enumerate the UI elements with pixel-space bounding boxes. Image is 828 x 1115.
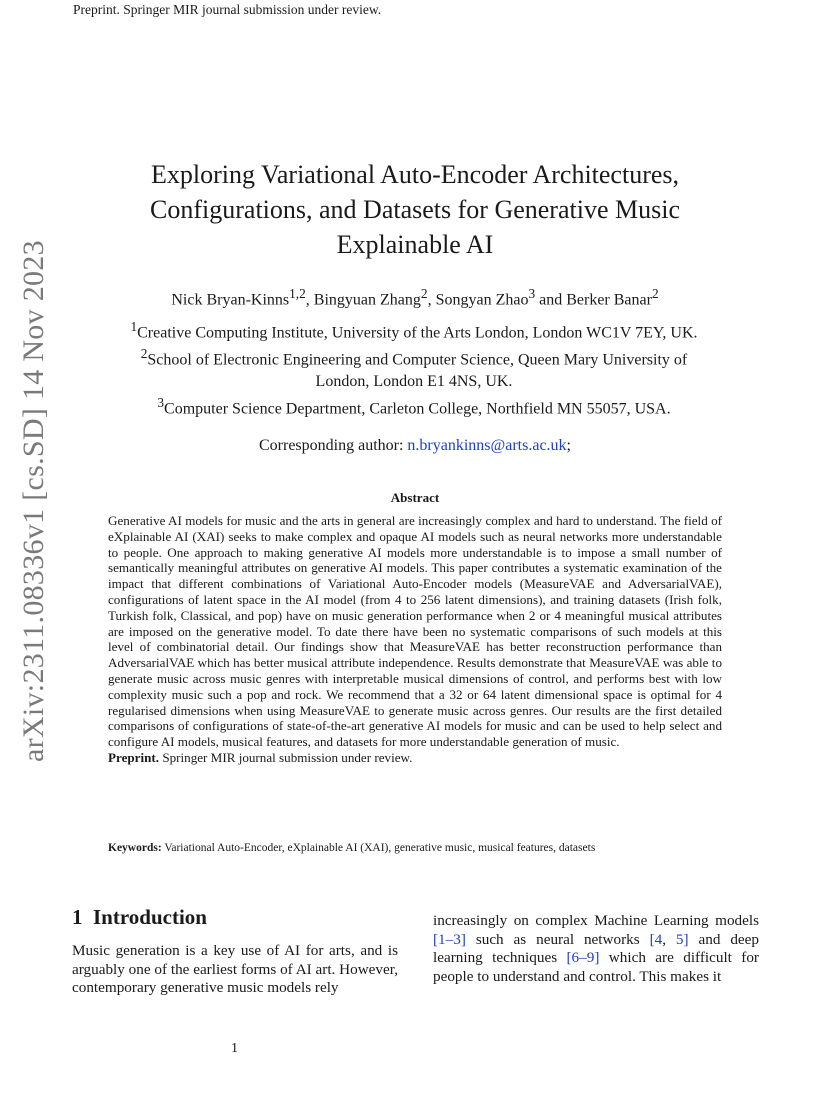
affiliation <box>84 392 744 419</box>
citation-link[interactable]: [6–9] <box>566 949 600 966</box>
affiliation-text: Creative Computing Institute, University of the Arts London, London WC1V 7EY, UK. <box>137 324 698 342</box>
title-line: Explainable AI <box>336 230 494 259</box>
affiliation-list <box>84 316 744 419</box>
author-name: Berker Banar <box>566 291 652 309</box>
body-text: and deep learning techniques <box>433 930 759 966</box>
affiliation-continued: London, London E1 4NS, UK. <box>315 372 513 390</box>
body-text: which are difficult for people to understand and control. This makes it <box>433 949 759 985</box>
author-list: Nick Bryan-Kinns$^{1,2}$, Bingyuan Zhang$^2$, Songyan Zhao$^3$ and Berker Banar$^2$ <box>171 286 659 309</box>
abstract-heading: Abstract <box>390 490 440 505</box>
abstract-text: Generative AI models for music and the arts in general are increasingly complex and hard to understand. The field of eXplainable AI (XAI) seeks to make complex and opaque AI models such as neural networks more understandable to people. One approach to making generative AI models more understandable is to impose a small number of semantically meaningful attributes on generative AI models. This paper contributes a systematic examination of the impact that different combinations of Variational Auto-Encoder models (MeasureVAE and AdversarialVAE), configurations of latent space in the AI model (from 4 to 256 latent dimensions), and training datasets (Irish folk, Turkish folk, Classical, and pop) have on music generation performance when 2 or 4 meaningful musical attributes are imposed on the generative model. To date there have been no systematic comparisons of such models at this level of combinatorial detail. Our findings show that MeasureVAE has better reconstruction performance than AdversarialVAE which has better musical attribute independence. Results demonstrate that MeasureVAE was able to generate music across music genres with interpretable musical dimensions of control, and performs best with low complexity music such a pop and rock. We recommend that a 32 or 64 latent dimensional space is optimal for 4 regularised dimensions when using MeasureVAE to generate music across genres. Our results are the first detailed comparisons of configurations of state-of-the-art generative AI models for music and can be used to help select and configure AI models, musical features, and datasets for more understandable generation of music. <box>108 513 722 750</box>
author-affil-sup: 1,2 <box>289 286 306 301</box>
intro-left-column: Music generation is a key use of AI for arts, and is arguably one of the earliest forms of AI art. However, contemporary generative music models rely <box>72 942 398 996</box>
corresponding-email-link[interactable]: n.bryankinns@arts.ac.uk <box>407 437 567 454</box>
citation-link[interactable]: [1–3] <box>433 930 466 948</box>
corresponding-author <box>95 437 735 455</box>
intro-right-column <box>433 912 759 986</box>
body-text: increasingly on complex Machine Learning models <box>433 912 759 929</box>
affiliation-text: School of Electronic Engineering and Computer Science, Queen Mary University of <box>147 351 688 369</box>
author-affil-sup: 3 <box>528 286 536 301</box>
body-text: , <box>662 930 676 948</box>
author-affil-sup: 2 <box>651 286 659 301</box>
affiliation-text: Computer Science Department, Carleton College, Northfield MN 55057, USA. <box>164 399 671 417</box>
author-name: Bingyuan Zhang <box>313 291 421 309</box>
section-number: 1 <box>72 905 83 929</box>
arxiv-identifier: arXiv:2311.08336v1 [cs.SD] 14 Nov 2023 <box>17 240 50 762</box>
title-line: Exploring Variational Auto-Encoder Architectures, <box>150 160 680 189</box>
paper-title <box>110 157 720 262</box>
citation-link[interactable]: 5] <box>675 930 689 948</box>
abstract-body <box>108 513 722 766</box>
preprint-text: Springer MIR journal submission under review. <box>159 749 413 765</box>
page-number: 1 <box>231 1041 238 1056</box>
author-affil-sup: 2 <box>420 286 428 301</box>
affiliation-number: 1 <box>130 319 138 334</box>
section-heading <box>72 905 207 930</box>
title-line: Configurations, and Datasets for Generative Music <box>150 195 680 224</box>
author-name: Nick Bryan-Kinns <box>171 291 290 309</box>
author-name: Songyan Zhao <box>435 291 529 309</box>
keywords <box>108 842 758 854</box>
section-title: Introduction <box>93 905 207 929</box>
affiliation <box>84 343 744 370</box>
keywords-text: Variational Auto-Encoder, eXplainable AI (XAI), generative music, musical features, datasets <box>161 842 596 854</box>
affiliation-number: 2 <box>140 346 148 362</box>
keywords-label: Keywords: <box>108 842 162 854</box>
affiliation <box>84 316 744 343</box>
citation-link[interactable]: [4 <box>649 930 663 948</box>
affiliation-number: 3 <box>157 394 165 410</box>
body-text: such as neural networks <box>465 930 650 948</box>
corresponding-trail: ; <box>566 437 571 454</box>
preprint-label: Preprint. <box>108 749 160 765</box>
corresponding-label: Corresponding author: <box>258 437 404 454</box>
header-note: Preprint. Springer MIR journal submission under review. <box>73 2 382 17</box>
